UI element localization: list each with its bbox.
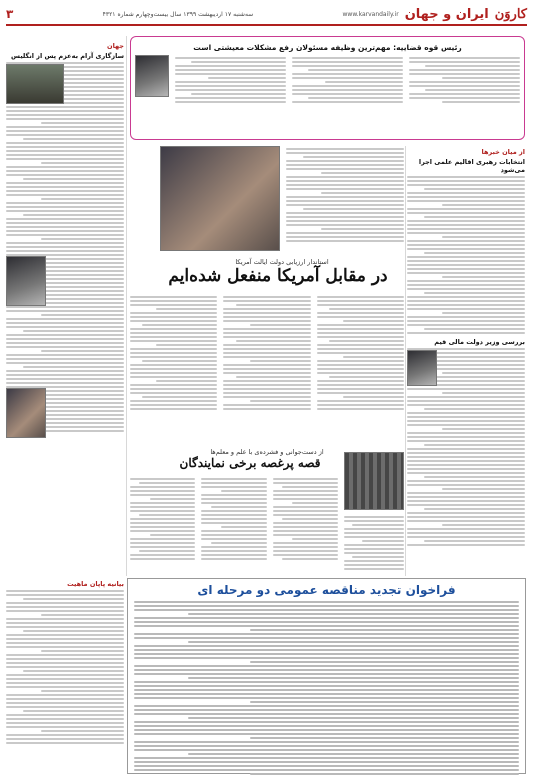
column-rule — [405, 146, 406, 576]
leader-photo — [6, 388, 46, 438]
top-story-headline: رئیس قوه قضاییه: مهم‌ترین وظیفه مسئولان رفع مشکلات معیشتی است — [193, 43, 462, 52]
section-title: ایران و جهان — [404, 6, 489, 22]
main-story-body — [130, 294, 404, 444]
top-story-box — [130, 36, 525, 140]
minister-photo — [407, 350, 437, 386]
right-column-title: از میان خبرها — [481, 148, 525, 156]
second-story-headline: قصه پرغصه برخی نمایندگان — [179, 456, 321, 470]
bottom-left-box — [6, 578, 124, 774]
right-column-headline-1: انتخابات رهبری اقالیم علمی اجرا می‌شود — [418, 158, 525, 174]
site-url: www.karvandaily.ir — [342, 10, 399, 18]
column-rule — [126, 36, 127, 576]
dateline: سه‌شنبه ۱۷ اردیبهشت ۱۳۹۹ سال بیست‌وچهارم شماره ۴۳۲۱ — [102, 10, 254, 18]
left-column-headline: سازگاری آرام به‌عزم پس از انگلیس — [11, 52, 124, 60]
tender-title: فراخوان تجدید مناقصه عمومی دو مرحله ای — [197, 583, 456, 597]
right-column — [407, 146, 525, 576]
main-story-kicker: استاندار ارزیابی دولت ایالت آمریکا — [235, 258, 329, 266]
parliament-photo — [344, 452, 404, 510]
tender-advertisement — [127, 578, 526, 774]
left-column — [6, 40, 124, 575]
cleric-photo — [135, 55, 169, 97]
page-number: ۳ — [6, 7, 14, 21]
second-story-body — [130, 476, 338, 576]
right-column-headline-2: بررسی وزیر دولت مالی قیم — [434, 338, 525, 346]
second-story-side — [344, 514, 404, 576]
street-photo — [6, 64, 64, 104]
newspaper-logo: کاروَن — [494, 6, 527, 22]
second-story-kicker: از دست‌جوانی و فشرده‌ی با علم و معلم‌ها — [210, 448, 324, 456]
main-story-headline: در مقابل آمریکا منفعل شده‌ایم — [168, 266, 388, 286]
left-column-title: جهان — [107, 42, 124, 50]
masthead — [6, 4, 527, 26]
main-story-photo — [160, 146, 280, 251]
main-story-intro — [286, 146, 404, 251]
politician-photo — [6, 256, 46, 306]
bottom-box-title: بیانیه پاپان ماهیت — [67, 580, 124, 588]
brand — [343, 7, 528, 22]
